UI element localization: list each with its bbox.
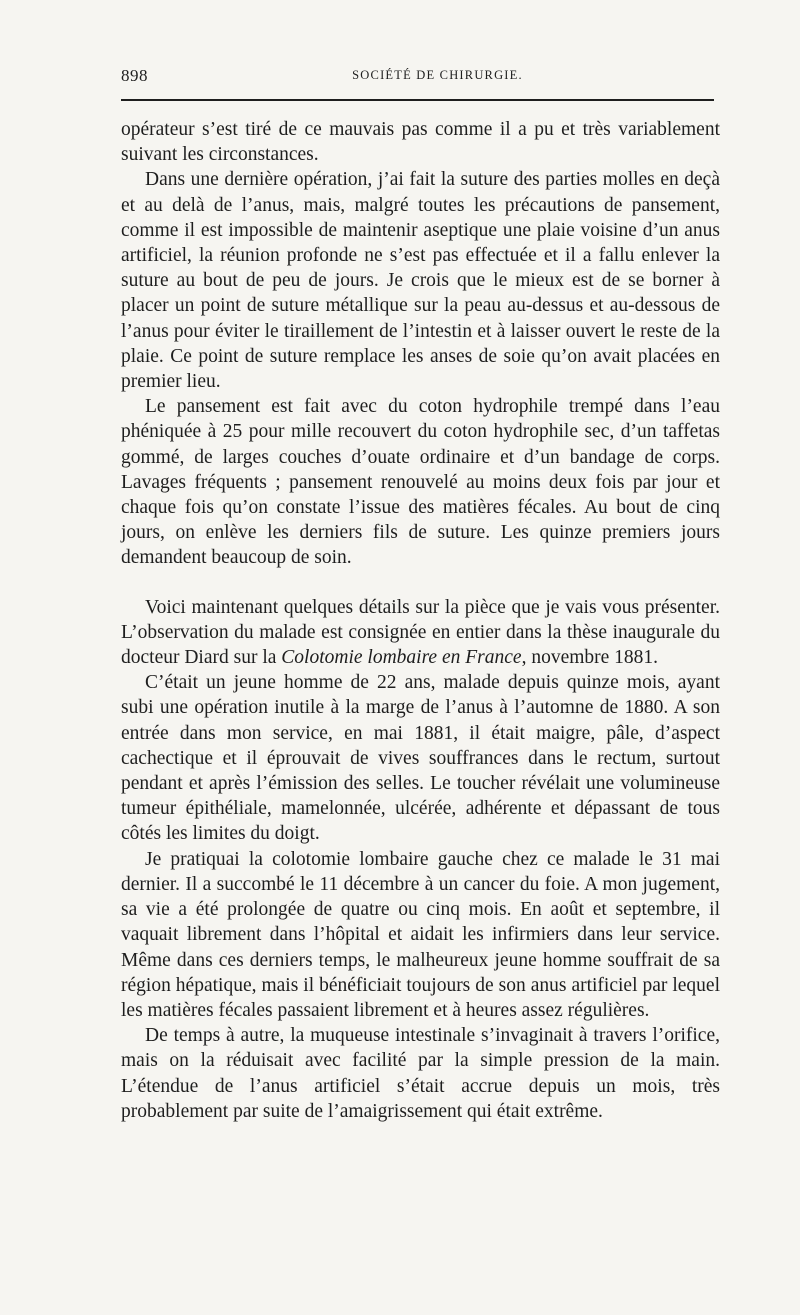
running-head: SOCIÉTÉ DE CHIRURGIE. xyxy=(352,68,523,82)
paragraph-continuation: opérateur s’est tiré de ce mauvais pas comme il a pu et très variablement suivant les circonstances. xyxy=(121,119,720,166)
paragraph-muqueuse: De temps à autre, la muqueuse intestinale s’invaginait à travers l’orifice, mais on la réduisait avec facilité par la simple pression de la main. L’étendue de l’anus artificiel s’était accrue depuis un mois, très probablement par suite de l’amaigrissement qui était extrême. xyxy=(121,1025,720,1122)
observation-date: , novembre 1881. xyxy=(521,647,659,669)
body-text xyxy=(121,117,720,1124)
page-header xyxy=(121,66,714,88)
observation-text: Voici maintenant quelques détails sur la pièce que je vais vous présenter. L’observation du malade est consignée en entier dans la thèse inaugurale du docteur Diard sur la xyxy=(121,596,720,669)
paragraph-colotomie: Je pratiquai la colotomie lombaire gauche chez ce malade le 31 mai dernier. Il a succombé le 11 décembre à un cancer du foie. A mon jugement, sa vie a été prolongée de quatre ou cinq mois. En août et septembre, il vaquait librement dans l’hôpital et aidait les infirmiers dans leur service. Même dans ces derniers temps, le malheureux jeune homme souffrait de sa région hépatique, mais il bénéficiait toujours de son anus artificiel par lequel les matières fécales passaient librement et à heures assez régulières. xyxy=(121,848,720,1021)
paragraph-patient: C’était un jeune homme de 22 ans, malade depuis quinze mois, ayant subi une opération inutile à la marge de l’anus à l’automne de 1880. A son entrée dans mon service, en mai 1881, il était maigre, pâle, d’aspect cachectique et il éprouvait de vives souffrances dans le rectum, surtout pendant et après l’émission des selles. Le toucher révélait une volumineuse tumeur épithéliale, mamelonnée, ulcérée, adhérente et dépassant de tous côtés les limites du doigt. xyxy=(121,672,720,845)
paragraph-suture: Dans une dernière opération, j’ai fait la suture des parties molles en deçà et au delà de l’anus, mais, malgré toutes les précautions de pansement, comme il est impossible de maintenir aseptique une plaie voisine d’un anus artificiel, la réunion profonde ne s’est pas effectuée et il a fallu enlever la suture au bout de peu de jours. Je crois que le mieux est de se borner à placer un point de suture métallique sur la peau au-dessus et au-dessous de l’anus pour éviter le tiraillement de l’intestin et à laisser ouvert le reste de la plaie. Ce point de suture remplace les anses de soie qu’on avait placées en premier lieu. xyxy=(121,169,720,393)
paragraph-pansement: Le pansement est fait avec du coton hydrophile trempé dans l’eau phéniquée à 25 pour mille recouvert du coton hydrophile sec, d’un taffetas gommé, de larges couches d’ouate ordinaire et d’un bandage de corps. Lavages fréquents ; pansement renouvelé au moins deux fois par jour et chaque fois qu’on constate l’issue des matières fécales. Au bout de cinq jours, on enlève les derniers fils de suture. Les quinze premiers jours demandent beaucoup de soin. xyxy=(121,396,720,569)
section-gap xyxy=(121,571,720,595)
paragraph-observation xyxy=(121,595,720,671)
page-number: 898 xyxy=(121,66,148,85)
thesis-title: Colotomie lombaire en France xyxy=(281,647,522,669)
header-rule xyxy=(121,99,714,101)
